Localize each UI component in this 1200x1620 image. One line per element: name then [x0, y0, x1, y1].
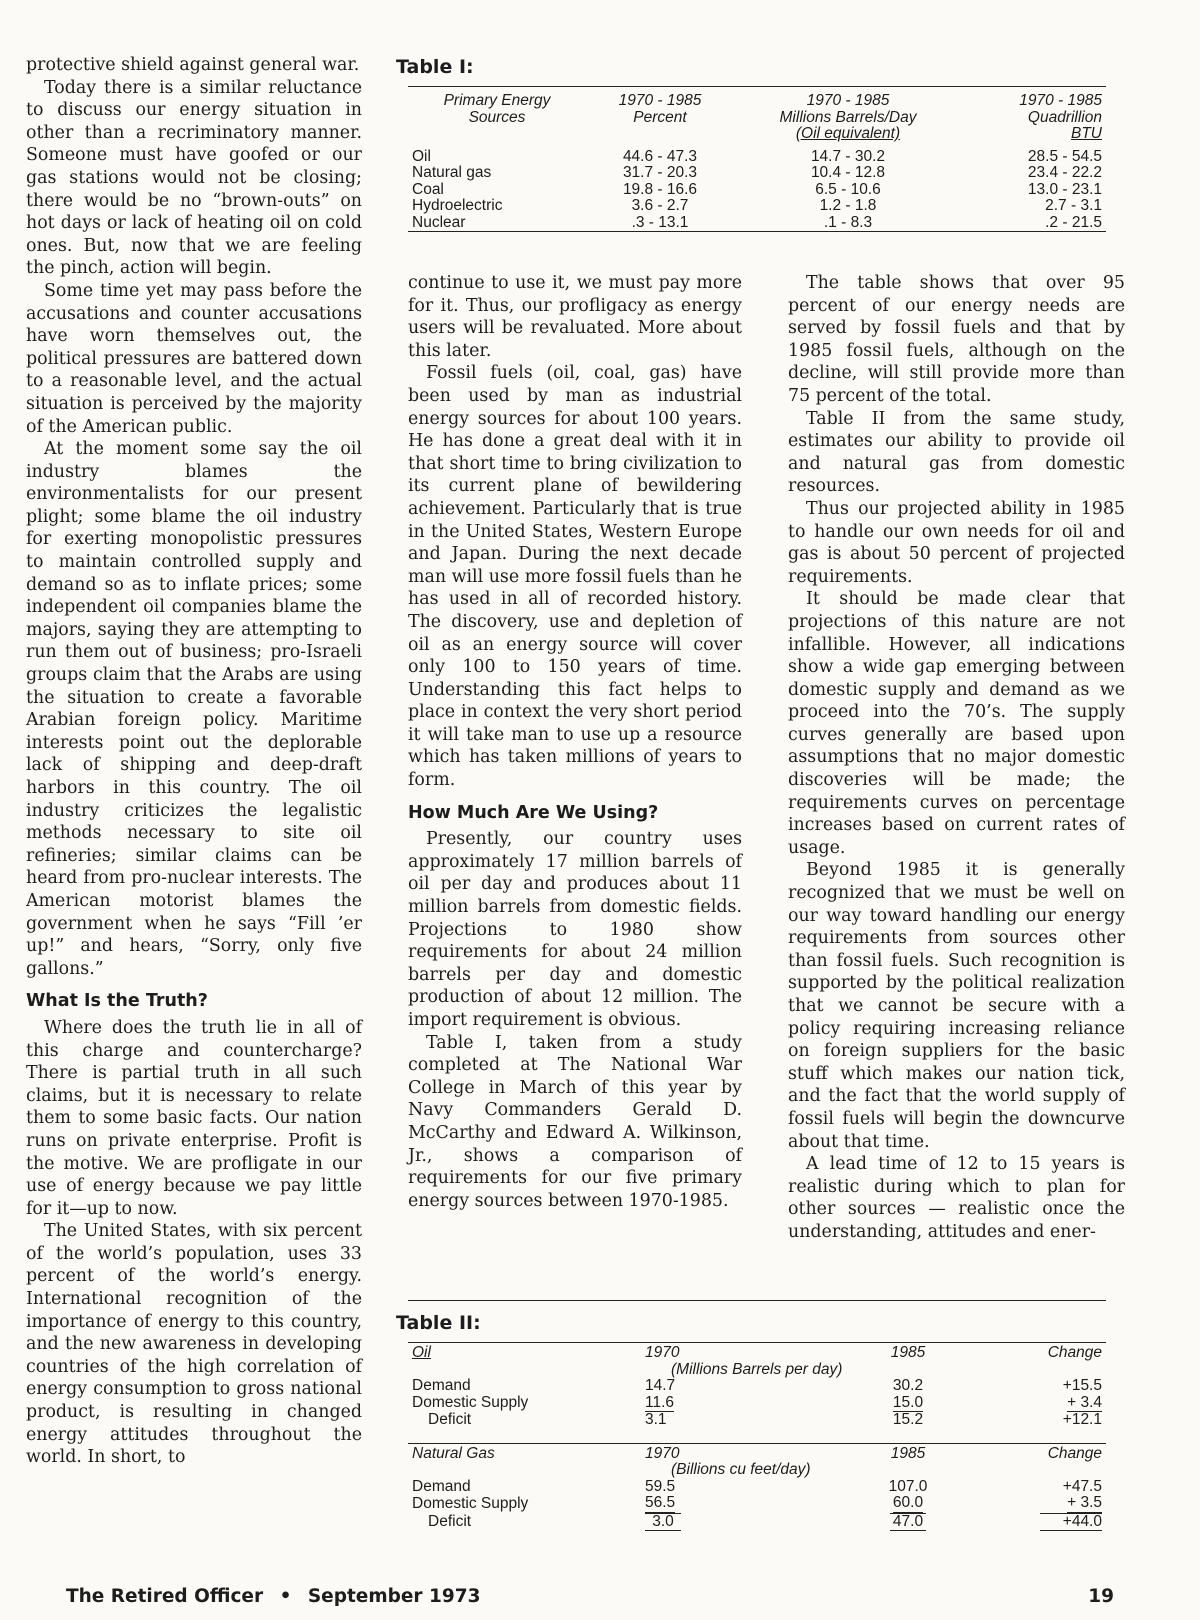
percent-cell: 19.8 - 16.6 — [622, 180, 698, 198]
change-value: + 3.5 — [1067, 1494, 1102, 1511]
change-value: +47.5 — [1062, 1477, 1102, 1495]
barrels-cell: 14.7 - 30.2 — [810, 147, 886, 165]
paragraph: The United States, with six percent of the world’s population, uses 33 percent of the world’s energy. International recognition of the importance of energy to this country, and the new awareness in developing countries of the high correlation of energy consumption to gross national product, is resulting in changed energy attitudes throughout the world. In short, to — [26, 1221, 362, 1468]
paragraph: Fossil fuels (oil, coal, gas) have been used by man as industrial energy sources for about 100 years. He has done a great deal with it in that short time to bring civilization to its current plane of bewildering achievement. Particularly that is true in the United States, Western Europe and Japan. During the next decade man will use more fossil fuels than he has used in all of recorded history. The discovery, use and depletion of oil as an energy source will cover only 100 to 150 years of time. Understanding this fact helps to place in context the very short period it will take man to use up a resource which has taken millions of years to form. — [408, 363, 742, 791]
percent-cell: 44.6 - 47.3 — [622, 147, 698, 165]
source-cell: Oil — [412, 147, 431, 165]
btu-cell: 2.7 - 3.1 — [1045, 197, 1102, 214]
value-1970: 3.0 — [645, 1513, 681, 1532]
column-header: Sources — [468, 108, 526, 126]
paragraph: Some time yet may pass before the accusations and counter accusations have worn themselves out, the political pressures are battered down to a reasonable level, and the actual situation is perceived by the majority of the American public. — [26, 280, 362, 437]
value-1970: 56.5 — [645, 1494, 676, 1511]
table-row — [408, 1479, 1106, 1496]
row-label: Domestic Supply — [412, 1494, 529, 1512]
unit-label: (Billions cu feet/day) — [671, 1461, 811, 1478]
gas-label: Natural Gas — [408, 1443, 641, 1462]
unit-row — [408, 1462, 1106, 1479]
row-label: Demand — [412, 1377, 471, 1394]
table-1 — [408, 86, 1106, 232]
value-1985: 15.2 — [892, 1411, 924, 1428]
table-row — [408, 1412, 1106, 1429]
source-cell: Coal — [412, 180, 444, 198]
column-header: 1970 - 1985 — [806, 92, 890, 109]
left-column — [26, 54, 362, 1469]
paragraph: At the moment some say the oil industry blames the environmentalists for our present plight; some blame the oil industry for exerting monopolistic pressures to maintain controlled supply and demand so as to inflate prices; some independent oil companies blame the majors, saying they are attempting to run them out of business; pro-Israeli groups claim that the Arabs are using the situation to create a favorable Arabian foreign policy. Maritime interests point out the deplorable lack of shipping and deep-draft harbors in this country. The oil industry criticizes the legalistic methods necessary to site oil refineries; similar claims can be heard from pro-nuclear interests. The American motorist blames the government when he says “Fill ’er up!” and hears, “Sorry, only five gallons.” — [26, 439, 362, 979]
divider — [408, 1300, 1106, 1301]
gas-header-row — [408, 1443, 1106, 1462]
year-1985-header: 1985 — [819, 1443, 997, 1462]
publication-date: September 1973 — [307, 1586, 481, 1607]
table-row — [408, 1395, 1106, 1413]
btu-cell: 13.0 - 23.1 — [1027, 180, 1102, 198]
table-2 — [408, 1342, 1106, 1531]
footer-separator: • — [279, 1586, 292, 1607]
table-row — [408, 198, 1106, 215]
row-label: Deficit — [428, 1411, 472, 1428]
barrels-cell: 1.2 - 1.8 — [819, 197, 877, 214]
change-header: Change — [997, 1343, 1106, 1362]
paragraph: Table I, taken from a study completed at The National War College in March of this year by Navy Commanders Gerald D. McCarthy and Edward A. Wilkinson, Jr., shows a comparison of requirements for our five primary energy sources between 1970-1985. — [408, 1032, 742, 1211]
table-header-row — [408, 87, 1106, 149]
table-row — [408, 149, 1106, 166]
column-header: Percent — [633, 108, 687, 126]
table-row — [408, 182, 1106, 199]
row-label: Domestic Supply — [412, 1394, 529, 1411]
column-header: Primary Energy — [443, 92, 551, 109]
row-label: Deficit — [428, 1512, 472, 1530]
unit-label: (Millions Barrels per day) — [671, 1360, 843, 1378]
value-1985: 60.0 — [892, 1494, 924, 1511]
page-footer — [66, 1586, 1114, 1607]
paragraph: Where does the truth lie in all of this charge and countercharge? There is partial truth in all such claims, but it is necessary to relate them to some basic facts. Our nation runs on private enterprise. Profit is the motive. We are profligate in our use of energy because we pay little for it—up to now. — [26, 1017, 362, 1219]
btu-cell: 23.4 - 22.2 — [1027, 164, 1102, 181]
column-header: Quadrillion — [1027, 108, 1102, 126]
source-cell: Hydroelectric — [412, 197, 503, 214]
paragraph: Today there is a similar reluctance to discuss our energy situation in other than a recriminatory manner. Someone must have goofed or our gas stations would not be closing; there would be no “brown-outs” on hot days or lack of heating oil on cold ones. But, now that we are feeling the pinch, action will begin. — [26, 77, 362, 279]
year-1970-header: 1970 — [641, 1343, 819, 1362]
page-number: 19 — [1088, 1586, 1114, 1607]
paragraph: Presently, our country uses approximately 17 million barrels of oil per day and produces about 11 million barrels from domestic fields. Projections to 1980 show requirements for about 24 million barrels per day and domestic production of about 12 million. The import requirement is obvious. — [408, 829, 742, 1030]
change-value: + 3.4 — [1067, 1393, 1102, 1411]
table-2-title: Table II: — [396, 1312, 481, 1334]
column-header: BTU — [1071, 125, 1102, 142]
percent-cell: .3 - 13.1 — [586, 215, 734, 232]
value-1985: 15.0 — [892, 1393, 924, 1411]
table-row — [408, 215, 1106, 232]
change-value: +12.1 — [1062, 1411, 1102, 1428]
column-header: 1970 - 1985 — [618, 92, 702, 109]
paragraph: protective shield against general war. — [26, 55, 360, 75]
change-header: Change — [997, 1443, 1106, 1462]
barrels-cell: 10.4 - 12.8 — [810, 164, 886, 181]
barrels-cell: 6.5 - 10.6 — [815, 180, 881, 198]
column-header: (Oil equivalent) — [795, 125, 901, 142]
row-label: Demand — [412, 1477, 471, 1495]
table-row — [408, 1495, 1106, 1513]
percent-cell: 31.7 - 20.3 — [622, 164, 698, 181]
value-1970: 11.6 — [645, 1393, 675, 1411]
change-value: +44.0 — [1040, 1513, 1102, 1532]
source-cell: Nuclear — [408, 215, 586, 232]
paragraph: continue to use it, we must pay more for it. Thus, our profligacy as energy users will be revaluated. More about this later. — [408, 273, 742, 361]
btu-cell: .2 - 21.5 — [962, 215, 1106, 232]
paragraph: Thus our projected ability in 1985 to handle our own needs for oil and gas is about 50 percent of projected requirements. — [788, 498, 1125, 587]
oil-header-row — [408, 1343, 1106, 1362]
year-1985-header: 1985 — [819, 1343, 997, 1362]
table-1-title: Table I: — [396, 56, 474, 78]
paragraph: It should be made clear that projections of this nature are not infallible. However, all indications show a wide gap emerging between domestic supply and demand as we proceed into the 70’s. The supply curves generally are based upon assumptions that no major domestic discoveries will be made; the requirements curves on percentage increases based on current rates of usage. — [788, 589, 1125, 858]
column-header: Millions Barrels/Day — [779, 108, 917, 126]
year-1970-header: 1970 — [641, 1443, 819, 1462]
right-column — [788, 272, 1125, 1244]
column-header: 1970 - 1985 — [1019, 92, 1102, 109]
value-1970: 59.5 — [645, 1477, 676, 1495]
oil-label: Oil — [408, 1343, 641, 1362]
value-1985: 107.0 — [888, 1477, 928, 1495]
value-1985: 30.2 — [892, 1377, 924, 1394]
paragraph: The table shows that over 95 percent of our energy needs are served by fossil fuels and that by 1985 fossil fuels, although on the decline, will still provide more than 75 percent of the total. — [788, 273, 1125, 406]
table-row — [408, 165, 1106, 182]
value-1970: 3.1 — [645, 1411, 667, 1428]
table-row — [408, 1378, 1106, 1395]
percent-cell: 3.6 - 2.7 — [631, 197, 689, 214]
barrels-cell: .1 - 8.3 — [734, 215, 962, 232]
unit-row — [408, 1362, 1106, 1379]
change-value: +15.5 — [1062, 1377, 1102, 1394]
paragraph: Beyond 1985 it is generally recognized that we must be well on our way toward handling our energy requirements from sources other than fossil fuels. Such recognition is supported by the political realization that we cannot be secure with a policy requiring increasing reliance on foreign suppliers for the basic stuff which makes our nation tick, and the fact that the world supply of fossil fuels will begin the downcurve about that time. — [788, 860, 1125, 1152]
btu-cell: 28.5 - 54.5 — [1027, 147, 1102, 165]
publication-title: The Retired Officer — [66, 1586, 264, 1607]
section-heading: How Much Are We Using? — [408, 802, 659, 823]
table-row — [408, 1513, 1106, 1532]
source-cell: Natural gas — [412, 164, 492, 181]
value-1985: 47.0 — [890, 1513, 926, 1532]
paragraph: Table II from the same study, estimates our ability to provide oil and natural gas from domestic resources. — [788, 408, 1125, 497]
paragraph: A lead time of 12 to 15 years is realistic during which to plan for other sources — realistic once the understanding, attitudes and ener- — [788, 1154, 1125, 1242]
value-1970: 14.7 — [645, 1377, 676, 1394]
middle-column — [408, 272, 742, 1212]
section-heading: What Is the Truth? — [26, 991, 208, 1012]
